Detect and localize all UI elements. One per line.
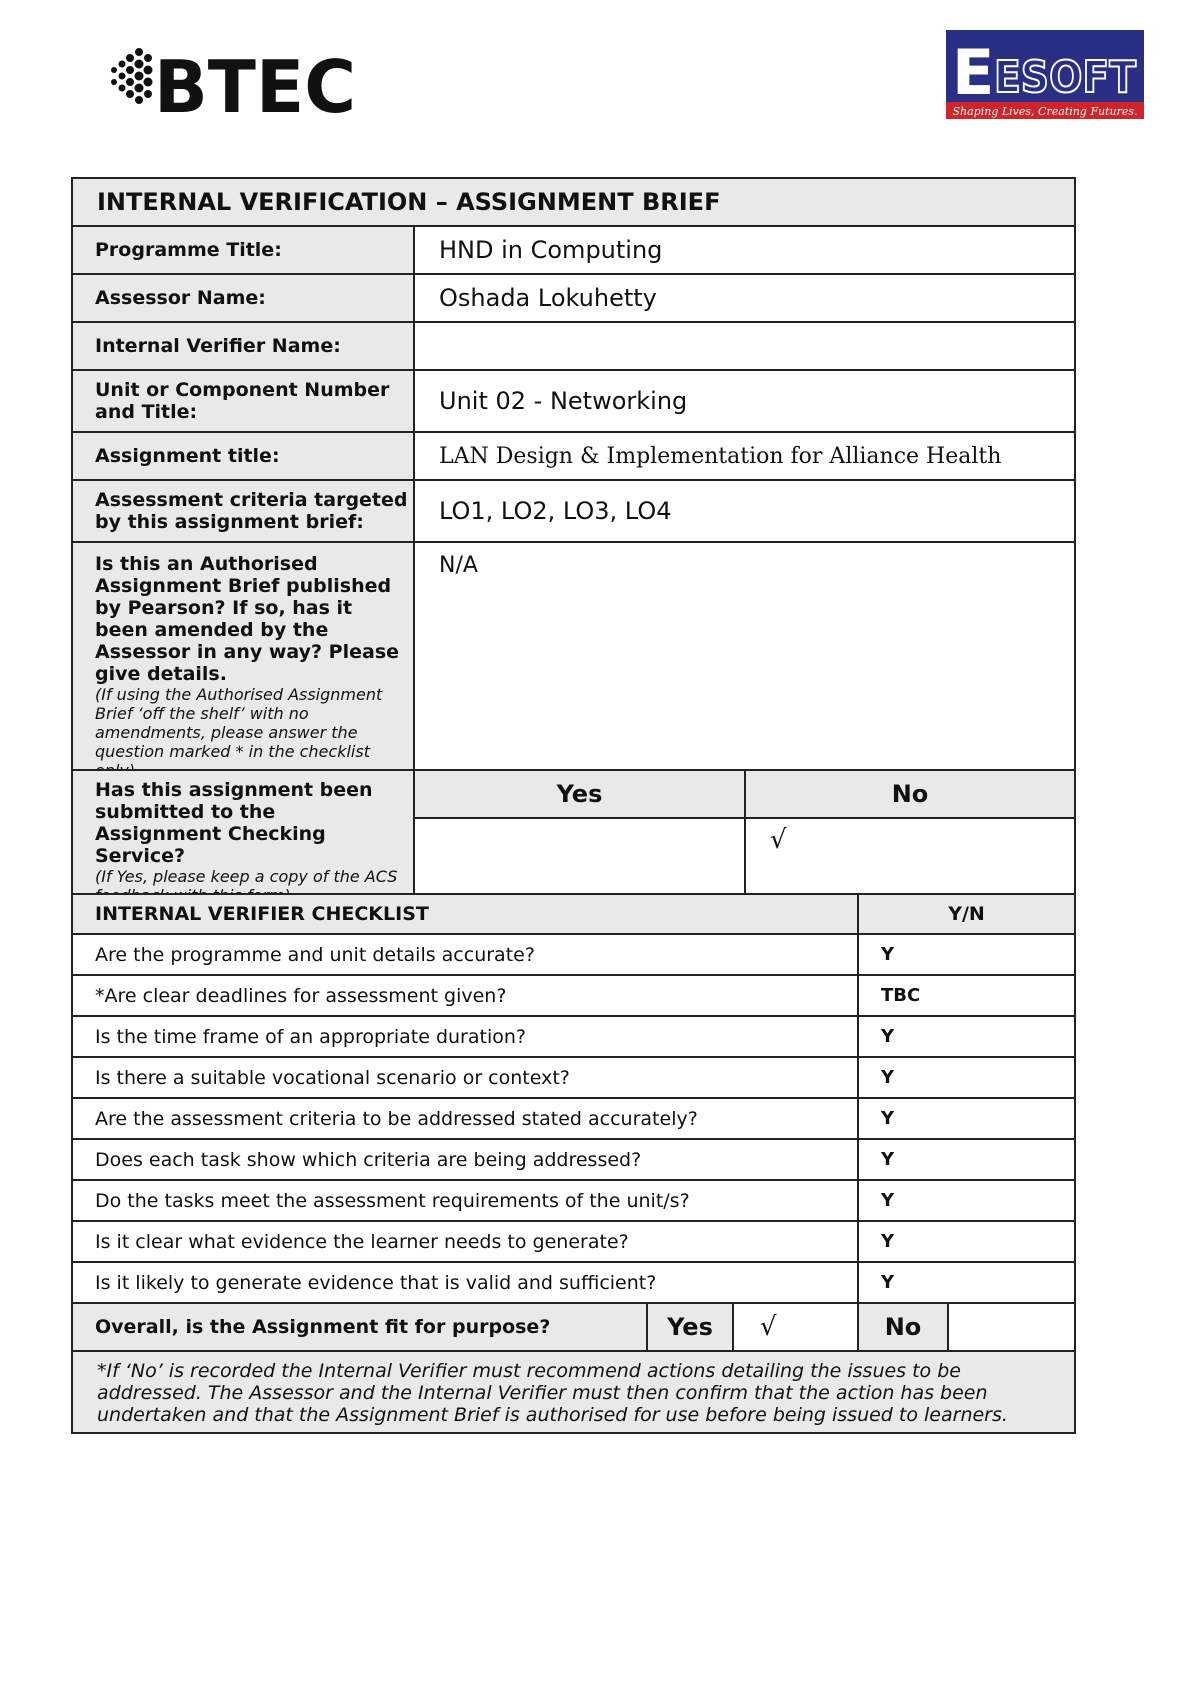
internal-verifier-name-value [413, 321, 1076, 371]
checklist-header: INTERNAL VERIFIER CHECKLIST [71, 893, 859, 935]
assignment-title-label: Assignment title: [71, 431, 415, 481]
form-title-text: INTERNAL VERIFICATION – ASSIGNMENT BRIEF [97, 188, 721, 216]
checklist-answer: Y [857, 1220, 1076, 1263]
checklist-answer: Y [857, 1015, 1076, 1058]
authorised-brief-question: Is this an Authorised Assignment Brief published by Pearson? If so, has it been amended by the Assessor in any way? Please give details. [95, 553, 400, 685]
checklist-question: Are the programme and unit details accurate? [71, 933, 859, 976]
checklist-answer: Y [857, 1179, 1076, 1222]
checklist-question: Does each task show which criteria are being addressed? [71, 1138, 859, 1181]
esoft-logo-e: E [952, 36, 995, 109]
overall-fit-label: Overall, is the Assignment fit for purpose? [71, 1302, 648, 1352]
acs-no-cell [744, 817, 1076, 895]
checklist-yn-header: Y/N [857, 893, 1076, 935]
checklist-answer: Y [857, 933, 1076, 976]
overall-no-cell [947, 1302, 1076, 1352]
acs-question: Has this assignment been submitted to the Assignment Checking Service? [95, 779, 373, 867]
footnote [71, 1350, 1076, 1434]
form-title [71, 177, 1076, 227]
checklist-answer: Y [857, 1056, 1076, 1099]
acs-note: (If Yes, please keep a copy of the ACS [95, 867, 398, 886]
acs-no-header: No [744, 769, 1076, 819]
acs-yes-header: Yes [413, 769, 746, 819]
assignment-title-value: LAN Design & Implementation for Alliance Health [413, 431, 1076, 481]
overall-yes-label: Yes [646, 1302, 734, 1352]
assessor-name-value: Oshada Lokuhetty [413, 273, 1076, 323]
acs-yes-cell [413, 817, 746, 895]
assessment-criteria-value: LO1, LO2, LO3, LO4 [413, 479, 1076, 543]
esoft-logo-text: ESOFT [994, 52, 1136, 103]
checklist-question: Is it likely to generate evidence that is valid and sufficient? [71, 1261, 859, 1304]
checklist-question: Is there a suitable vocational scenario or context? [71, 1056, 859, 1099]
esoft-tagline: Shaping Lives, Creating Futures. [952, 105, 1138, 118]
unit-label: Unit or Component Number and Title: [71, 369, 415, 433]
authorised-brief-label [71, 541, 415, 771]
overall-yes-checkmark: √ [760, 1312, 777, 1342]
btec-logo [108, 28, 358, 118]
checklist-answer: Y [857, 1261, 1076, 1304]
programme-title-label: Programme Title: [71, 225, 415, 275]
acs-label [71, 769, 415, 895]
acs-no-checkmark: √ [770, 825, 787, 855]
programme-title-value: HND in Computing [413, 225, 1076, 275]
checklist-answer: Y [857, 1097, 1076, 1140]
overall-yes-cell [732, 1302, 859, 1352]
checklist-question: Is the time frame of an appropriate duration? [71, 1015, 859, 1058]
authorised-brief-note: (If using the Authorised Assignment Brief ‘off the shelf’ with no amendments, please answer the question marked * in the checklist [95, 685, 383, 761]
checklist-question: Do the tasks meet the assessment requirements of the unit/s? [71, 1179, 859, 1222]
footnote-text: *If ‘No’ is recorded the Internal Verifier must recommend actions detailing the issues to be addressed. The Assessor and the Internal Verifier must then confirm that the action has been undertaken and that the Assignment Brief is authorised for use before being issued to learners. [97, 1360, 1008, 1426]
checklist-question: *Are clear deadlines for assessment given? [71, 974, 859, 1017]
checklist-question: Is it clear what evidence the learner needs to generate? [71, 1220, 859, 1263]
internal-verifier-name-label: Internal Verifier Name: [71, 321, 415, 371]
authorised-brief-value: N/A [413, 541, 1076, 771]
esoft-logo [946, 30, 1144, 119]
overall-no-label: No [857, 1302, 949, 1352]
assessor-name-label: Assessor Name: [71, 273, 415, 323]
unit-value: Unit 02 - Networking [413, 369, 1076, 433]
checklist-question: Are the assessment criteria to be addressed stated accurately? [71, 1097, 859, 1140]
checklist-answer: TBC [857, 974, 1076, 1017]
btec-logo-text: BTEC [154, 45, 356, 118]
assessment-criteria-label: Assessment criteria targeted by this assignment brief: [71, 479, 415, 543]
checklist-answer: Y [857, 1138, 1076, 1181]
